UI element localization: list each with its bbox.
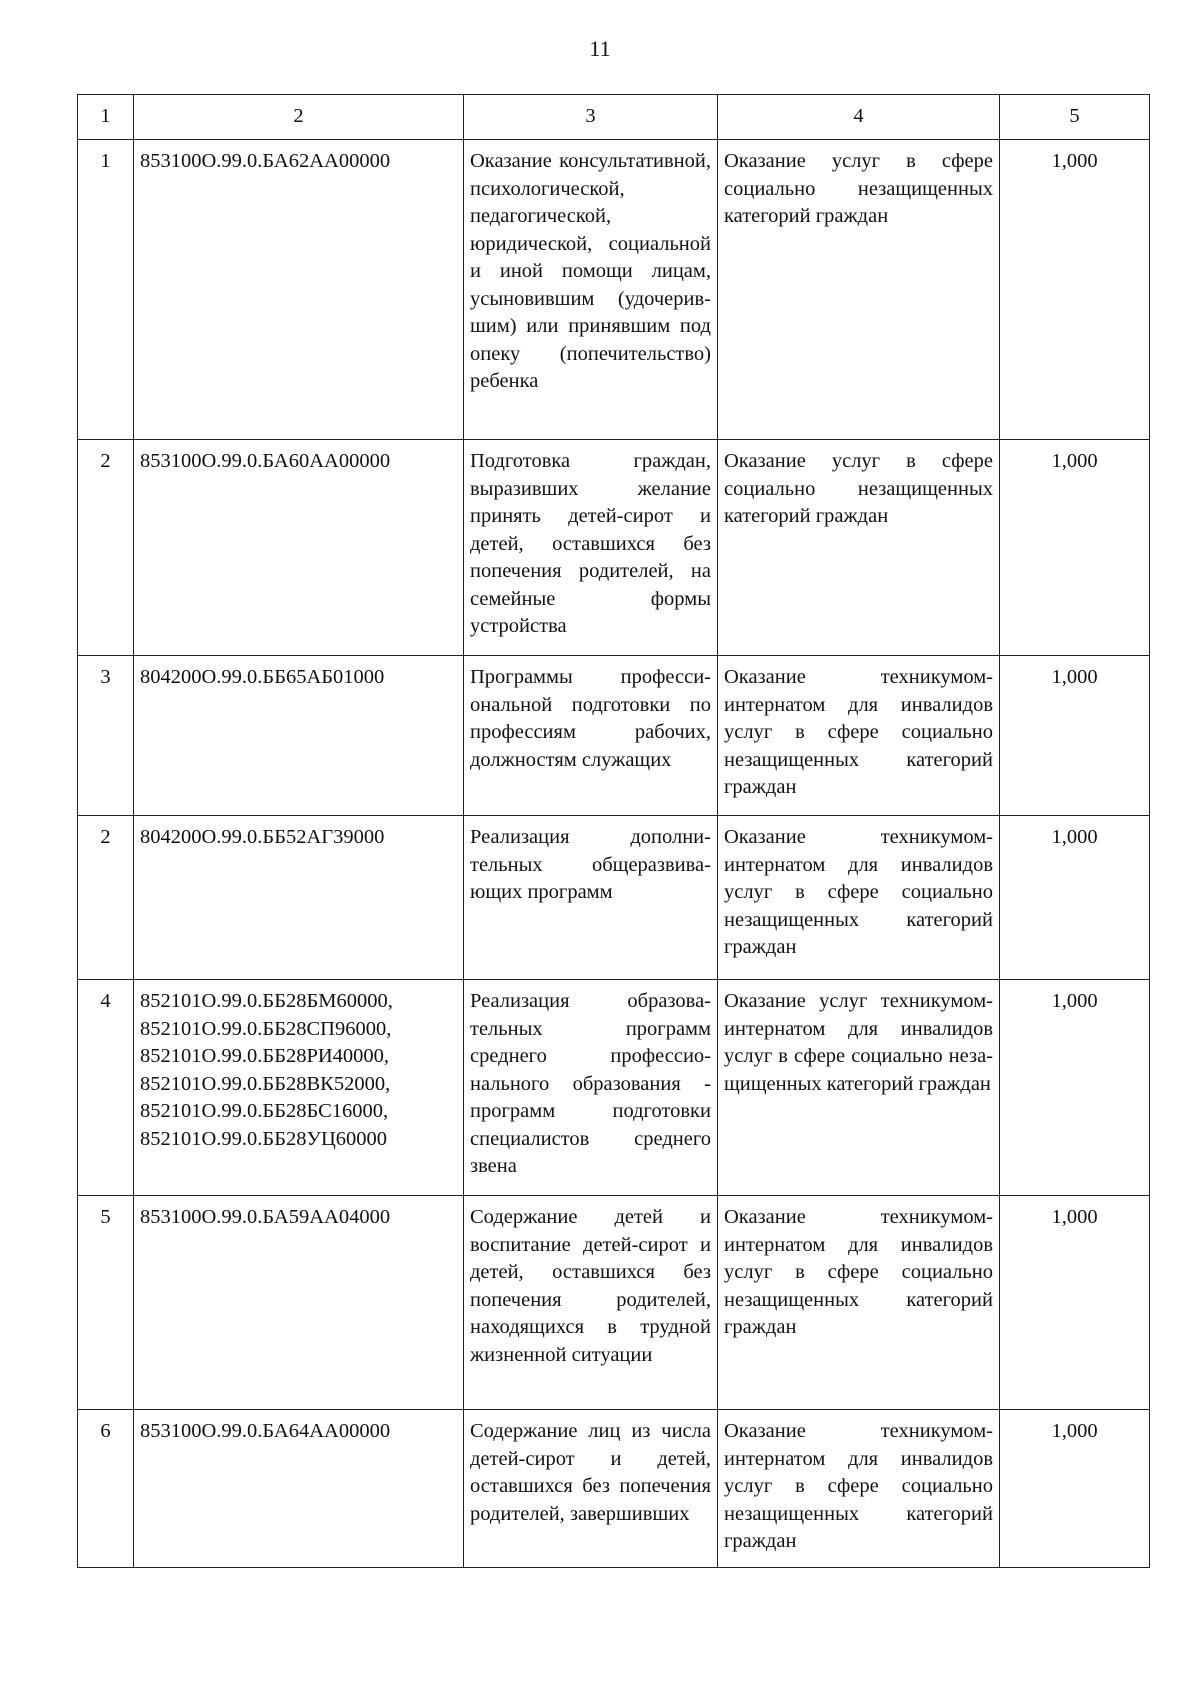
row-number: 2 bbox=[78, 816, 134, 980]
table-row bbox=[78, 816, 1150, 980]
column-header: 1 bbox=[78, 95, 134, 140]
service-value: 1,000 bbox=[1000, 656, 1150, 816]
table-row bbox=[78, 980, 1150, 1196]
service-value: 1,000 bbox=[1000, 1410, 1150, 1568]
service-name: Содержание детей и воспитание детей-сирот и детей, оставшихся без попечения родителей, находящихся в трудной жизненной ситуации bbox=[464, 1196, 718, 1410]
service-value: 1,000 bbox=[1000, 816, 1150, 980]
service-code bbox=[134, 440, 464, 656]
code-line: 804200О.99.0.ББ52АГ39000 bbox=[140, 826, 385, 848]
row-number: 2 bbox=[78, 440, 134, 656]
table-header-row bbox=[78, 95, 1150, 140]
row-number: 3 bbox=[78, 656, 134, 816]
table-row bbox=[78, 1196, 1150, 1410]
code-line: 852101О.99.0.ББ28РИ40000, bbox=[140, 1045, 390, 1067]
table-row bbox=[78, 656, 1150, 816]
service-name: Содержание лиц из числа детей-сирот и детей, оставшихся без попечения родителей, завершивших bbox=[464, 1410, 718, 1568]
service-description: Оказание техникумом-интернатом для инвалидов услуг в сфере социально незащищенных категорий граждан bbox=[718, 1410, 1000, 1568]
column-header: 4 bbox=[718, 95, 1000, 140]
service-code bbox=[134, 140, 464, 440]
service-code bbox=[134, 816, 464, 980]
service-code bbox=[134, 1410, 464, 1568]
service-description: Оказание услуг в сфере социально незащищенных категорий граждан bbox=[718, 440, 1000, 656]
code-line: 853100О.99.0.БА59АА04000 bbox=[140, 1206, 391, 1228]
code-line: 852101О.99.0.ББ28БМ60000, bbox=[140, 990, 393, 1012]
service-code bbox=[134, 656, 464, 816]
service-description: Оказание услуг в сфере социально незащищенных категорий граждан bbox=[718, 140, 1000, 440]
column-header: 3 bbox=[464, 95, 718, 140]
service-code bbox=[134, 1196, 464, 1410]
service-name: Подготовка граждан, выразивших желание принять детей-сирот и детей, оставшихся без попечения родителей, на семейные формы устройства bbox=[464, 440, 718, 656]
service-name: Оказание консультативной, психологической, педагогической, юридической, социальной и иной помощи лицам, усыновившим (удочерившим) или принявшим под опеку (попечительство) ребенка bbox=[464, 140, 718, 440]
service-value: 1,000 bbox=[1000, 440, 1150, 656]
services-table bbox=[77, 94, 1150, 1568]
service-name: Реализация дополнительных общеразвивающих программ bbox=[464, 816, 718, 980]
service-name: Реализация образовательных программ среднего профессионального образования - программ подготовки специалистов среднего звена bbox=[464, 980, 718, 1196]
column-header: 5 bbox=[1000, 95, 1150, 140]
service-code bbox=[134, 980, 464, 1196]
column-header: 2 bbox=[134, 95, 464, 140]
service-description: Оказание техникумом-интернатом для инвалидов услуг в сфере социально незащищенных категорий граждан bbox=[718, 656, 1000, 816]
code-line: 852101О.99.0.ББ28СП96000, bbox=[140, 1017, 392, 1040]
service-value: 1,000 bbox=[1000, 140, 1150, 440]
code-line: 853100О.99.0.БА60АА00000 bbox=[140, 450, 391, 472]
code-line: 853100О.99.0.БА62АА00000 bbox=[140, 150, 391, 172]
table-row bbox=[78, 1410, 1150, 1568]
code-line: 853100О.99.0.БА64АА00000 bbox=[140, 1420, 391, 1442]
service-description: Оказание услуг техникумом-интернатом для инвалидов услуг в сфере социально незащищенных категорий граждан bbox=[718, 980, 1000, 1196]
code-line: 852101О.99.0.ББ28БС16000, bbox=[140, 1100, 389, 1122]
row-number: 6 bbox=[78, 1410, 134, 1568]
service-value: 1,000 bbox=[1000, 980, 1150, 1196]
code-line: 852101О.99.0.ББ28ВК52000, bbox=[140, 1072, 391, 1095]
row-number: 1 bbox=[78, 140, 134, 440]
code-line: 852101О.99.0.ББ28УЦ60000 bbox=[140, 1127, 388, 1150]
row-number: 5 bbox=[78, 1196, 134, 1410]
service-description: Оказание техникумом-интернатом для инвалидов услуг в сфере социально незащищенных категорий граждан bbox=[718, 816, 1000, 980]
page-number: 11 bbox=[589, 36, 611, 61]
service-description: Оказание техникумом-интернатом для инвалидов услуг в сфере социально незащищенных категорий граждан bbox=[718, 1196, 1000, 1410]
table-row bbox=[78, 140, 1150, 440]
service-name: Программы профессиональной подготовки по профессиям рабочих, должностям служащих bbox=[464, 656, 718, 816]
service-value: 1,000 bbox=[1000, 1196, 1150, 1410]
code-line: 804200О.99.0.ББ65АБ01000 bbox=[140, 666, 385, 688]
table-row bbox=[78, 440, 1150, 656]
row-number: 4 bbox=[78, 980, 134, 1196]
